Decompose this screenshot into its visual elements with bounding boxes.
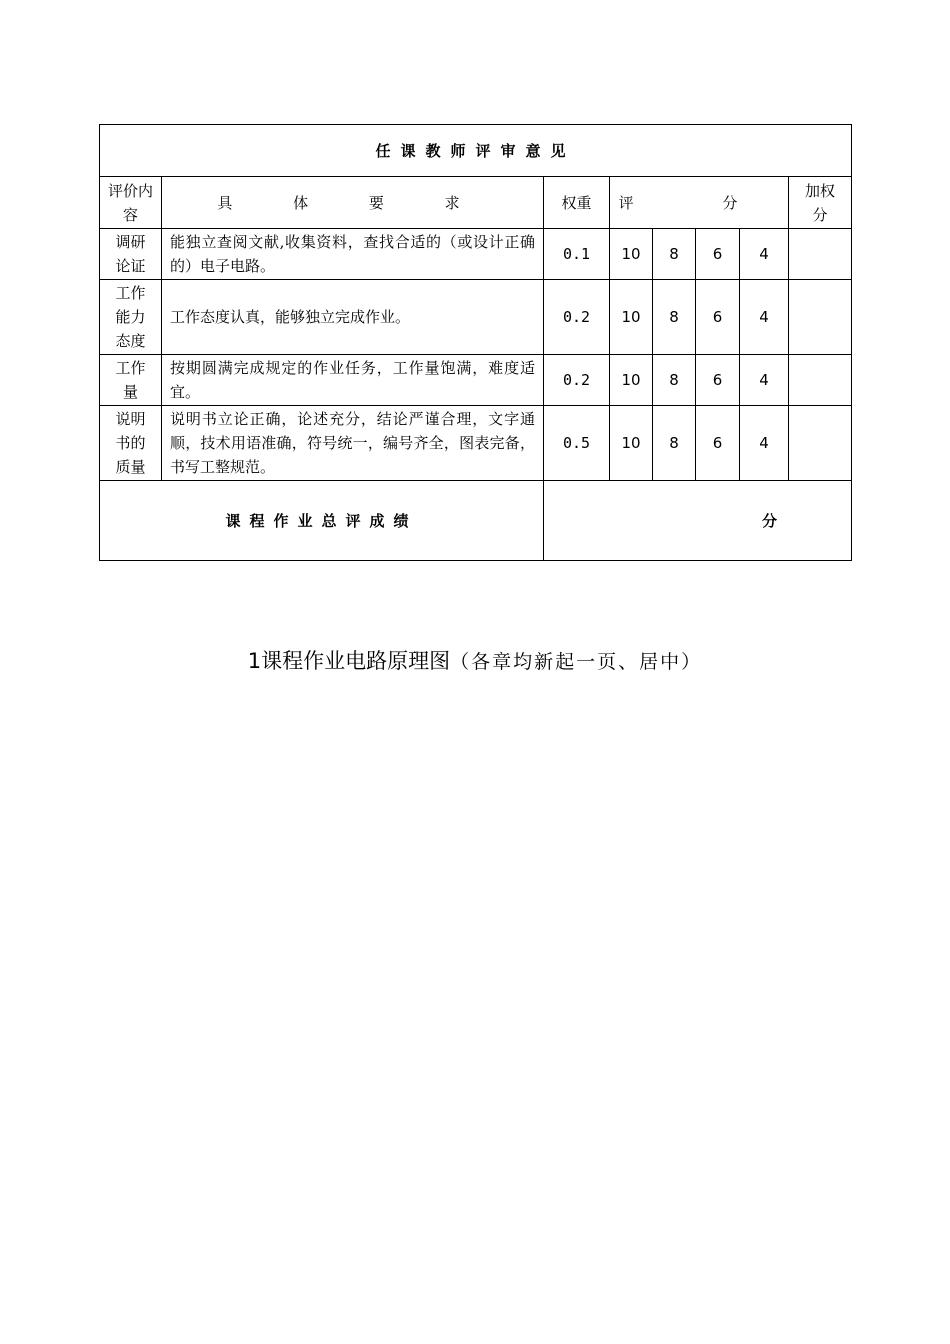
header-item: 评价内容 bbox=[100, 177, 162, 229]
chapter-heading bbox=[0, 645, 950, 678]
score-8: 8 bbox=[653, 229, 696, 280]
row-weight: 0.1 bbox=[544, 229, 610, 280]
total-score-field[interactable]: 分 bbox=[544, 481, 852, 561]
table-row bbox=[100, 355, 852, 406]
score-4: 4 bbox=[740, 406, 789, 481]
chapter-title: 1课程作业电路原理图 bbox=[247, 649, 451, 673]
row-requirement: 说明书立论正确，论述充分，结论严谨合理，文字通顺，技术用语准确，符号统一，编号齐全，图表完备，书写工整规范。 bbox=[162, 406, 544, 481]
row-weighted-score[interactable] bbox=[789, 280, 852, 355]
score-10: 10 bbox=[610, 280, 653, 355]
score-10: 10 bbox=[610, 355, 653, 406]
row-weight: 0.5 bbox=[544, 406, 610, 481]
score-8: 8 bbox=[653, 355, 696, 406]
score-8: 8 bbox=[653, 280, 696, 355]
score-6: 6 bbox=[696, 355, 740, 406]
row-item: 工作能力态度 bbox=[100, 280, 162, 355]
score-4: 4 bbox=[740, 355, 789, 406]
chapter-note: （各章均新起一页、居中） bbox=[450, 651, 703, 673]
review-table bbox=[99, 124, 852, 561]
total-score-label: 课程作业总评成绩 bbox=[100, 481, 544, 561]
score-10: 10 bbox=[610, 406, 653, 481]
header-weight: 权重 bbox=[544, 177, 610, 229]
table-row bbox=[100, 406, 852, 481]
row-weight: 0.2 bbox=[544, 355, 610, 406]
score-10: 10 bbox=[610, 229, 653, 280]
score-4: 4 bbox=[740, 280, 789, 355]
row-weighted-score[interactable] bbox=[789, 355, 852, 406]
header-score: 评 分 bbox=[610, 177, 789, 229]
row-requirement: 按期圆满完成规定的作业任务，工作量饱满，难度适宜。 bbox=[162, 355, 544, 406]
score-8: 8 bbox=[653, 406, 696, 481]
row-weighted-score[interactable] bbox=[789, 229, 852, 280]
row-requirement: 能独立查阅文献,收集资料，查找合适的（或设计正确的）电子电路。 bbox=[162, 229, 544, 280]
header-requirement: 具 体 要 求 bbox=[162, 177, 544, 229]
table-title: 任课教师评审意见 bbox=[100, 125, 852, 177]
row-item: 工作量 bbox=[100, 355, 162, 406]
score-4: 4 bbox=[740, 229, 789, 280]
row-weighted-score[interactable] bbox=[789, 406, 852, 481]
row-weight: 0.2 bbox=[544, 280, 610, 355]
row-item: 调研论证 bbox=[100, 229, 162, 280]
table-row bbox=[100, 229, 852, 280]
table-row bbox=[100, 280, 852, 355]
header-weighted: 加权分 bbox=[789, 177, 852, 229]
score-6: 6 bbox=[696, 280, 740, 355]
score-6: 6 bbox=[696, 229, 740, 280]
score-6: 6 bbox=[696, 406, 740, 481]
row-requirement: 工作态度认真，能够独立完成作业。 bbox=[162, 280, 544, 355]
row-item: 说明书的质量 bbox=[100, 406, 162, 481]
